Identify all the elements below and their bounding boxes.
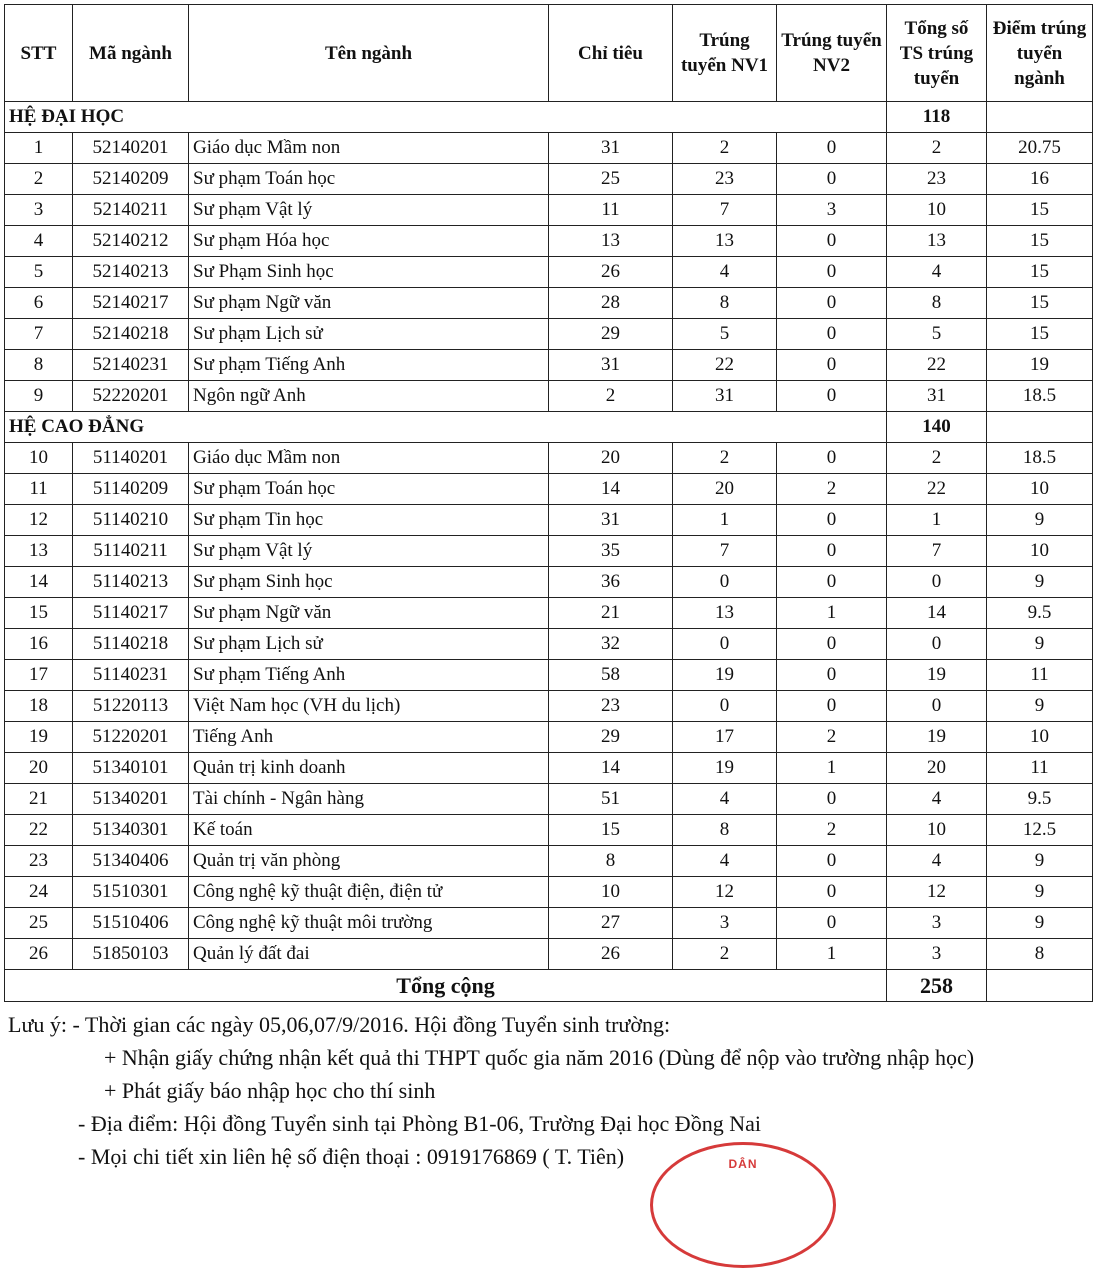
table-cell: 11 xyxy=(5,474,73,505)
table-cell: Sư phạm Toán học xyxy=(189,164,549,195)
table-cell: 51140210 xyxy=(73,505,189,536)
table-cell: 19 xyxy=(987,350,1093,381)
table-row xyxy=(5,877,1093,908)
table-row xyxy=(5,908,1093,939)
table-cell: 11 xyxy=(549,195,673,226)
table-cell: 25 xyxy=(549,164,673,195)
table-header xyxy=(5,5,1093,102)
table-row xyxy=(5,660,1093,691)
table-row xyxy=(5,784,1093,815)
table-row xyxy=(5,939,1093,970)
table-cell: 58 xyxy=(549,660,673,691)
header-score: Điểm trúng tuyển ngành xyxy=(987,5,1093,102)
table-cell: 15 xyxy=(987,257,1093,288)
table-cell: 10 xyxy=(987,474,1093,505)
table-cell: Sư phạm Toán học xyxy=(189,474,549,505)
table-cell: 16 xyxy=(987,164,1093,195)
table-cell: 0 xyxy=(777,505,887,536)
table-row xyxy=(5,722,1093,753)
table-cell: 15 xyxy=(987,319,1093,350)
total-row xyxy=(5,970,1093,1002)
note-line: - Địa điểm: Hội đồng Tuyển sinh tại Phòng B1-06, Trường Đại học Đồng Nai xyxy=(78,1111,761,1136)
table-cell: Sư phạm Ngữ văn xyxy=(189,288,549,319)
table-cell: 1 xyxy=(777,753,887,784)
table-cell: 51340406 xyxy=(73,846,189,877)
table-cell: 0 xyxy=(777,288,887,319)
table-cell: 5 xyxy=(887,319,987,350)
table-cell: 0 xyxy=(673,629,777,660)
table-cell: 11 xyxy=(987,660,1093,691)
table-cell: Sư phạm Vật lý xyxy=(189,195,549,226)
table-cell: 23 xyxy=(673,164,777,195)
table-body xyxy=(5,102,1093,1002)
table-cell: 23 xyxy=(549,691,673,722)
table-cell: 3 xyxy=(673,908,777,939)
table-cell: 4 xyxy=(887,784,987,815)
table-cell: 0 xyxy=(777,660,887,691)
table-row xyxy=(5,164,1093,195)
table-cell: 12 xyxy=(673,877,777,908)
table-row xyxy=(5,846,1093,877)
table-cell: 0 xyxy=(673,567,777,598)
table-cell: 0 xyxy=(777,908,887,939)
table-cell: 0 xyxy=(777,846,887,877)
table-cell: Sư phạm Tiếng Anh xyxy=(189,660,549,691)
table-cell: 51140209 xyxy=(73,474,189,505)
table-cell: 22 xyxy=(887,350,987,381)
table-cell: 0 xyxy=(777,567,887,598)
table-cell: 26 xyxy=(549,257,673,288)
table-cell: 6 xyxy=(5,288,73,319)
table-cell: 29 xyxy=(549,319,673,350)
table-cell: 7 xyxy=(5,319,73,350)
table-cell: 23 xyxy=(887,164,987,195)
table-cell: 0 xyxy=(777,226,887,257)
table-cell: 8 xyxy=(673,815,777,846)
table-cell: Ngôn ngữ Anh xyxy=(189,381,549,412)
table-cell: Sư phạm Vật lý xyxy=(189,536,549,567)
table-cell: 10 xyxy=(887,195,987,226)
table-cell: 0 xyxy=(777,691,887,722)
table-cell: 51 xyxy=(549,784,673,815)
table-cell: 51340201 xyxy=(73,784,189,815)
table-row xyxy=(5,288,1093,319)
header-nv2: Trúng tuyển NV2 xyxy=(777,5,887,102)
table-cell: 10 xyxy=(987,722,1093,753)
table-cell: 22 xyxy=(887,474,987,505)
table-row xyxy=(5,815,1093,846)
empty-cell xyxy=(987,102,1093,133)
stamp-text: DÂN xyxy=(728,1157,758,1171)
table-cell: 52140209 xyxy=(73,164,189,195)
table-cell: 52140211 xyxy=(73,195,189,226)
table-row xyxy=(5,629,1093,660)
table-cell: 1 xyxy=(887,505,987,536)
header-code: Mã ngành xyxy=(73,5,189,102)
table-cell: 4 xyxy=(887,846,987,877)
table-cell: 11 xyxy=(987,753,1093,784)
table-cell: 51140217 xyxy=(73,598,189,629)
table-cell: 3 xyxy=(887,939,987,970)
table-cell: Công nghệ kỹ thuật điện, điện tử xyxy=(189,877,549,908)
table-cell: 23 xyxy=(5,846,73,877)
table-cell: 13 xyxy=(673,226,777,257)
table-row xyxy=(5,567,1093,598)
table-cell: 3 xyxy=(887,908,987,939)
table-cell: Sư phạm Lịch sử xyxy=(189,319,549,350)
table-cell: 7 xyxy=(673,536,777,567)
table-cell: 0 xyxy=(777,381,887,412)
table-cell: 19 xyxy=(887,660,987,691)
table-cell: 9.5 xyxy=(987,598,1093,629)
table-cell: 9 xyxy=(987,846,1093,877)
table-cell: 14 xyxy=(549,474,673,505)
table-cell: 22 xyxy=(5,815,73,846)
section-total: 118 xyxy=(887,102,987,133)
table-cell: 51140231 xyxy=(73,660,189,691)
table-cell: 20.75 xyxy=(987,133,1093,164)
table-cell: 26 xyxy=(5,939,73,970)
total-label: Tổng cộng xyxy=(5,970,887,1002)
table-cell: 10 xyxy=(987,536,1093,567)
table-cell: 0 xyxy=(887,567,987,598)
table-cell: 0 xyxy=(777,257,887,288)
table-cell: 52140218 xyxy=(73,319,189,350)
table-cell: 5 xyxy=(5,257,73,288)
table-cell: 12 xyxy=(887,877,987,908)
table-cell: 15 xyxy=(987,226,1093,257)
table-cell: 7 xyxy=(673,195,777,226)
table-cell: 9.5 xyxy=(987,784,1093,815)
table-cell: 8 xyxy=(549,846,673,877)
table-cell: 51510301 xyxy=(73,877,189,908)
total-value: 258 xyxy=(887,970,987,1002)
table-cell: 2 xyxy=(673,133,777,164)
table-cell: 51140213 xyxy=(73,567,189,598)
table-cell: 18 xyxy=(5,691,73,722)
table-cell: 1 xyxy=(5,133,73,164)
table-cell: 51850103 xyxy=(73,939,189,970)
table-cell: 7 xyxy=(887,536,987,567)
table-cell: 19 xyxy=(887,722,987,753)
header-total-admitted: Tổng số TS trúng tuyển xyxy=(887,5,987,102)
table-cell: 51510406 xyxy=(73,908,189,939)
section-title: HỆ ĐẠI HỌC xyxy=(5,102,887,133)
table-cell: 2 xyxy=(777,722,887,753)
table-cell: 10 xyxy=(5,443,73,474)
table-cell: 8 xyxy=(5,350,73,381)
empty-cell xyxy=(987,970,1093,1002)
table-cell: 2 xyxy=(673,939,777,970)
table-cell: 20 xyxy=(887,753,987,784)
table-cell: 9 xyxy=(987,567,1093,598)
table-row xyxy=(5,381,1093,412)
section-row xyxy=(5,102,1093,133)
table-row xyxy=(5,226,1093,257)
table-cell: 13 xyxy=(673,598,777,629)
table-cell: 4 xyxy=(673,784,777,815)
table-row xyxy=(5,195,1093,226)
table-cell: 15 xyxy=(987,288,1093,319)
table-cell: Công nghệ kỹ thuật môi trường xyxy=(189,908,549,939)
table-cell: 16 xyxy=(5,629,73,660)
table-cell: 31 xyxy=(673,381,777,412)
table-cell: 10 xyxy=(549,877,673,908)
table-cell: 14 xyxy=(887,598,987,629)
table-cell: Giáo dục Mầm non xyxy=(189,443,549,474)
table-cell: Sư phạm Tiếng Anh xyxy=(189,350,549,381)
table-cell: 4 xyxy=(673,257,777,288)
table-cell: 10 xyxy=(887,815,987,846)
table-cell: 3 xyxy=(5,195,73,226)
table-cell: Sư phạm Sinh học xyxy=(189,567,549,598)
table-cell: 12 xyxy=(5,505,73,536)
table-cell: 2 xyxy=(887,133,987,164)
table-cell: 52140212 xyxy=(73,226,189,257)
red-stamp xyxy=(650,1142,836,1268)
table-cell: 17 xyxy=(673,722,777,753)
table-cell: 31 xyxy=(549,505,673,536)
table-cell: 52140213 xyxy=(73,257,189,288)
table-cell: 1 xyxy=(777,939,887,970)
table-row xyxy=(5,443,1093,474)
table-cell: 26 xyxy=(549,939,673,970)
table-cell: 52220201 xyxy=(73,381,189,412)
table-cell: 0 xyxy=(887,629,987,660)
table-cell: Quản trị kinh doanh xyxy=(189,753,549,784)
table-cell: 18.5 xyxy=(987,381,1093,412)
table-cell: 28 xyxy=(549,288,673,319)
table-cell: 31 xyxy=(549,133,673,164)
table-cell: 25 xyxy=(5,908,73,939)
table-cell: 0 xyxy=(777,877,887,908)
note-line: Lưu ý: - Thời gian các ngày 05,06,07/9/2016. Hội đồng Tuyển sinh trường: xyxy=(8,1012,671,1037)
table-cell: 52140231 xyxy=(73,350,189,381)
notes xyxy=(8,1008,1093,1173)
table-cell: 32 xyxy=(549,629,673,660)
table-cell: 0 xyxy=(777,536,887,567)
table-cell: 8 xyxy=(887,288,987,319)
note-line: + Phát giấy báo nhập học cho thí sinh xyxy=(104,1078,436,1103)
table-cell: 1 xyxy=(777,598,887,629)
table-cell: 2 xyxy=(777,815,887,846)
table-cell: 4 xyxy=(5,226,73,257)
note-line: + Nhận giấy chứng nhận kết quả thi THPT quốc gia năm 2016 (Dùng để nộp vào trường nhập học) xyxy=(104,1045,975,1070)
table-cell: 2 xyxy=(5,164,73,195)
section-title: HỆ CAO ĐẲNG xyxy=(5,412,887,443)
table-cell: 13 xyxy=(5,536,73,567)
table-cell: Sư phạm Tin học xyxy=(189,505,549,536)
table-cell: 2 xyxy=(673,443,777,474)
table-cell: 35 xyxy=(549,536,673,567)
table-cell: Tài chính - Ngân hàng xyxy=(189,784,549,815)
table-cell: Giáo dục Mầm non xyxy=(189,133,549,164)
table-cell: 9 xyxy=(987,877,1093,908)
table-cell: 21 xyxy=(5,784,73,815)
table-cell: 51140201 xyxy=(73,443,189,474)
table-row xyxy=(5,536,1093,567)
table-cell: Sư Phạm Sinh học xyxy=(189,257,549,288)
section-row xyxy=(5,412,1093,443)
header-nv1: Trúng tuyển NV1 xyxy=(673,5,777,102)
header-quota: Chỉ tiêu xyxy=(549,5,673,102)
table-cell: 9 xyxy=(987,908,1093,939)
table-cell: 27 xyxy=(549,908,673,939)
table-row xyxy=(5,598,1093,629)
table-cell: 19 xyxy=(673,753,777,784)
admission-table xyxy=(4,4,1093,1002)
table-cell: 4 xyxy=(887,257,987,288)
note-line: - Mọi chi tiết xin liên hệ số điện thoại : 0919176869 ( T. Tiên) xyxy=(78,1144,625,1169)
table-cell: Quản lý đất đai xyxy=(189,939,549,970)
table-cell: 9 xyxy=(5,381,73,412)
table-cell: 51140211 xyxy=(73,536,189,567)
table-cell: Tiếng Anh xyxy=(189,722,549,753)
table-cell: 51220113 xyxy=(73,691,189,722)
table-cell: 15 xyxy=(5,598,73,629)
table-cell: 19 xyxy=(673,660,777,691)
table-cell: 2 xyxy=(887,443,987,474)
table-row xyxy=(5,753,1093,784)
table-cell: 31 xyxy=(549,350,673,381)
table-cell: 51220201 xyxy=(73,722,189,753)
table-row xyxy=(5,319,1093,350)
table-cell: 0 xyxy=(887,691,987,722)
table-cell: 2 xyxy=(549,381,673,412)
table-cell: 0 xyxy=(777,784,887,815)
table-cell: 0 xyxy=(673,691,777,722)
table-cell: 52140201 xyxy=(73,133,189,164)
table-cell: 21 xyxy=(549,598,673,629)
table-cell: 4 xyxy=(673,846,777,877)
header-stt: STT xyxy=(5,5,73,102)
table-row xyxy=(5,133,1093,164)
table-cell: 31 xyxy=(887,381,987,412)
table-cell: 9 xyxy=(987,505,1093,536)
table-cell: 8 xyxy=(673,288,777,319)
table-cell: Việt Nam học (VH du lịch) xyxy=(189,691,549,722)
table-cell: 0 xyxy=(777,443,887,474)
table-cell: 51340301 xyxy=(73,815,189,846)
table-cell: 18.5 xyxy=(987,443,1093,474)
table-row xyxy=(5,257,1093,288)
table-cell: 13 xyxy=(887,226,987,257)
table-cell: 51140218 xyxy=(73,629,189,660)
table-cell: 8 xyxy=(987,939,1093,970)
table-cell: 20 xyxy=(549,443,673,474)
table-cell: 13 xyxy=(549,226,673,257)
table-cell: 36 xyxy=(549,567,673,598)
table-cell: Sư phạm Lịch sử xyxy=(189,629,549,660)
table-cell: 0 xyxy=(777,350,887,381)
table-cell: 17 xyxy=(5,660,73,691)
table-cell: 0 xyxy=(777,319,887,350)
table-cell: Kế toán xyxy=(189,815,549,846)
table-cell: 9 xyxy=(987,691,1093,722)
table-cell: 0 xyxy=(777,629,887,660)
table-cell: 15 xyxy=(987,195,1093,226)
table-row xyxy=(5,350,1093,381)
table-cell: 20 xyxy=(673,474,777,505)
table-cell: 52140217 xyxy=(73,288,189,319)
table-cell: 22 xyxy=(673,350,777,381)
table-cell: 24 xyxy=(5,877,73,908)
table-cell: 12.5 xyxy=(987,815,1093,846)
table-row xyxy=(5,691,1093,722)
table-cell: 0 xyxy=(777,164,887,195)
empty-cell xyxy=(987,412,1093,443)
table-cell: 5 xyxy=(673,319,777,350)
table-cell: 3 xyxy=(777,195,887,226)
table-row xyxy=(5,505,1093,536)
table-cell: 0 xyxy=(777,133,887,164)
table-cell: 9 xyxy=(987,629,1093,660)
section-total: 140 xyxy=(887,412,987,443)
table-cell: 14 xyxy=(549,753,673,784)
table-cell: 19 xyxy=(5,722,73,753)
table-cell: 20 xyxy=(5,753,73,784)
header-major-name: Tên ngành xyxy=(189,5,549,102)
table-cell: 29 xyxy=(549,722,673,753)
table-row xyxy=(5,474,1093,505)
table-cell: Quản trị văn phòng xyxy=(189,846,549,877)
table-cell: 1 xyxy=(673,505,777,536)
table-cell: 2 xyxy=(777,474,887,505)
table-cell: 15 xyxy=(549,815,673,846)
table-cell: Sư phạm Hóa học xyxy=(189,226,549,257)
table-cell: 14 xyxy=(5,567,73,598)
table-cell: 51340101 xyxy=(73,753,189,784)
table-cell: Sư phạm Ngữ văn xyxy=(189,598,549,629)
